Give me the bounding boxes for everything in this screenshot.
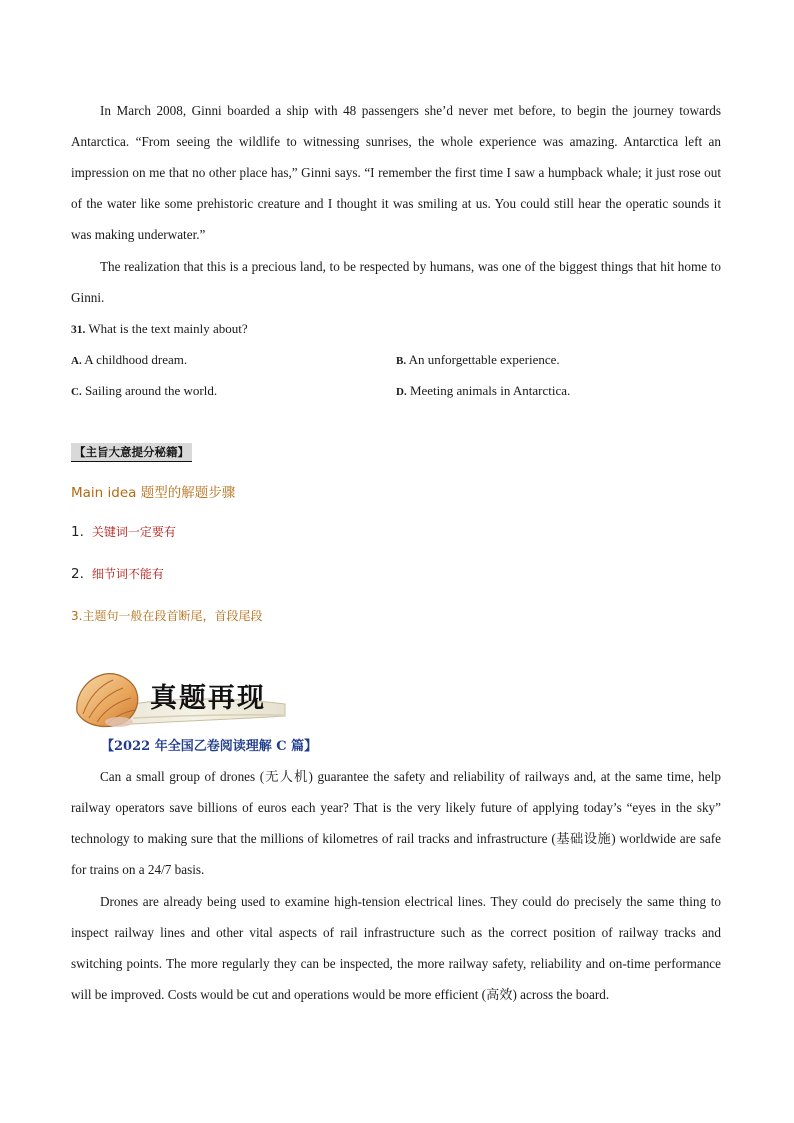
- tips-step-1: [71, 523, 176, 540]
- banner-title: 真题再现: [150, 683, 266, 714]
- tips-tag: 【主旨大意提分秘籍】: [71, 443, 192, 462]
- tips-step-3: 3.主题句一般在段首断尾，首段尾段: [71, 609, 263, 623]
- option-b: [396, 350, 560, 371]
- passage-paragraph-1: In March 2008, Ginni boarded a ship with 48 passengers she’d never met before, to begin the journey towards Antarctica. “From seeing the wildlife to witnessing sunrises, the whole experience was amazing. Antarctica left an impression on me that no other place has,” Ginni says. “I remember the first time I saw a humpback whale; it just rose out of the water like some prehistoric creature and I thought it was smiling at us. You could still hear the operatic sounds it was making underwater.”: [71, 103, 721, 242]
- option-text: Meeting animals in Antarctica.: [409, 383, 571, 398]
- option-text: A childhood dream.: [84, 352, 188, 367]
- option-letter: B.: [396, 355, 407, 367]
- step-text: 关键词一定要有: [91, 525, 176, 539]
- option-c: [71, 381, 217, 402]
- exam-source: 【2022 年全国乙卷阅读理解 C 篇】: [101, 739, 318, 754]
- tips-step-2: [71, 565, 164, 582]
- passage2-paragraph-2: Drones are already being used to examine high-tension electrical lines. They could do precisely the same thing to inspect railway lines and other vital aspects of rail infrastructure such as the correct position of railway tracks and switching points. The more regularly they can be inspected, the more railway safety, reliability and on-time performance will be improved. Costs would be cut and operations would be more efficient (高效) across the board.: [71, 894, 721, 1002]
- question-number: 31.: [71, 324, 86, 336]
- option-d: [396, 381, 570, 402]
- option-text: Sailing around the world.: [84, 383, 218, 398]
- option-a: [71, 350, 187, 371]
- option-letter: A.: [71, 355, 82, 367]
- tips-heading: Main idea 题型的解题步骤: [71, 485, 236, 501]
- option-letter: D.: [396, 386, 407, 398]
- option-text: An unforgettable experience.: [408, 352, 560, 367]
- step-text: 细节词不能有: [91, 567, 164, 581]
- step-number: 1.: [71, 524, 84, 540]
- question-stem: [71, 319, 248, 340]
- question-text: What is the text mainly about?: [88, 321, 248, 336]
- step-number: 2.: [71, 566, 84, 582]
- option-letter: C.: [71, 386, 82, 398]
- passage-paragraph-2: The realization that this is a precious land, to be respected by humans, was one of the biggest things that hit home to Ginni.: [71, 259, 721, 305]
- passage2-paragraph-1: Can a small group of drones (无人机) guarantee the safety and reliability of railways and, at the same time, help railway operators save billions of euros each year? That is the very likely future of applying today’s “eyes in the sky” technology to making sure that the millions of kilometres of rail tracks and infrastructure (基础设施) worldwide are safe for trains on a 24/7 basis.: [71, 769, 721, 877]
